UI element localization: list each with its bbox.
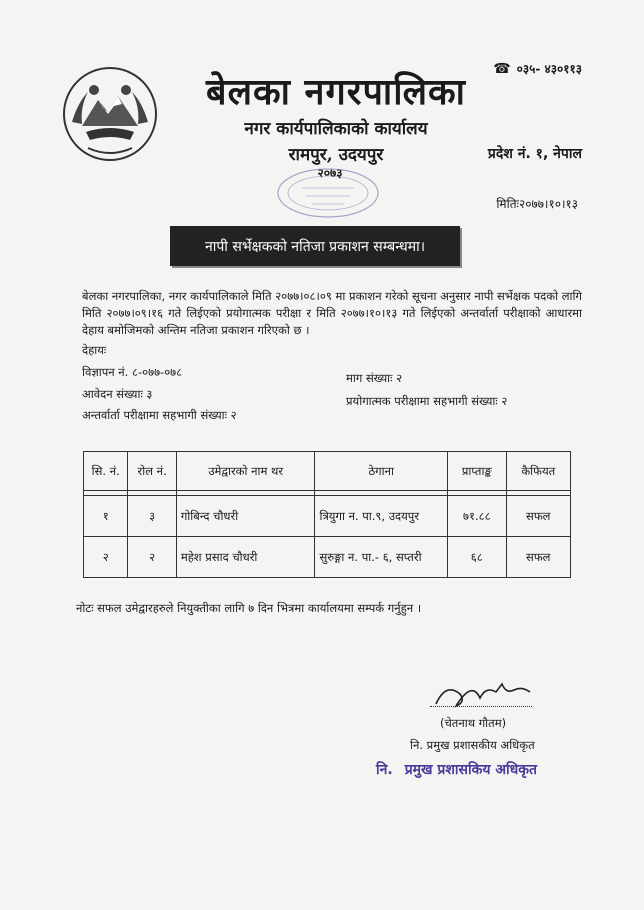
cell-name: गोबिन्द चौधरी xyxy=(176,496,315,537)
practical-participant-count: प्रयोगात्मक परीक्षामा सहभागी संख्याः २ xyxy=(346,394,508,408)
cell-serial: २ xyxy=(84,537,128,578)
cell-name: महेश प्रसाद चौधरी xyxy=(176,537,315,578)
officer-stamp-title: प्रमुख प्रशासकिय अधिकृत xyxy=(404,762,537,778)
advertisement-number: विज्ञापन नं. ८-०७७-०७८ xyxy=(82,365,183,379)
established-year: २०७३ xyxy=(317,166,343,180)
cell-remarks: सफल xyxy=(506,496,570,537)
cell-marks: ७१.८८ xyxy=(448,496,506,537)
cell-address: त्रियुगा न. पा.९, उदयपुर xyxy=(315,496,448,537)
cell-marks: ६८ xyxy=(448,537,506,578)
col-address: ठेगाना xyxy=(315,452,448,491)
province-label: प्रदेश नं. १, नेपाल xyxy=(487,146,582,162)
note-text: नोटः सफल उमेद्वारहरुले नियुक्तीका लागि ७ दिन भित्रमा कार्यालयमा सम्पर्क गर्नुहुन । xyxy=(76,601,422,615)
col-marks: प्राप्ताङ्क xyxy=(448,452,506,491)
office-address: रामपुर, उदयपुर xyxy=(288,145,384,165)
signer-title: नि. प्रमुख प्रशासकीय अधिकृत xyxy=(410,738,535,752)
subject-band: नापी सर्भेक्षकको नतिजा प्रकाशन सम्बन्धमा। xyxy=(170,226,460,266)
col-serial: सि. नं. xyxy=(84,452,128,491)
signer-name: (चेतनाथ गौतम) xyxy=(440,716,507,730)
table-header-row xyxy=(84,452,571,491)
cell-address: सुरुङ्गा न. पा.- ६, सप्तरी xyxy=(315,537,448,578)
cell-roll: २ xyxy=(128,537,176,578)
results-table xyxy=(83,451,571,578)
demand-count: माग संख्याः २ xyxy=(346,371,403,385)
cell-remarks: सफल xyxy=(506,537,570,578)
col-name: उमेद्वारको नाम थर xyxy=(176,452,315,491)
org-name: बेलका नगरपालिका xyxy=(206,71,466,113)
table-row xyxy=(84,496,571,537)
signature-line xyxy=(430,706,532,707)
col-remarks: कैफियत xyxy=(506,452,570,491)
office-name: नगर कार्यपालिकाको कार्यालय xyxy=(244,119,428,139)
phone-text: ०३५- ४३०११३ xyxy=(516,62,582,76)
application-count: आवेदन संख्याः ३ xyxy=(82,387,153,401)
body-paragraph: बेलका नगरपालिका, नगर कार्यपालिकाले मिति २०७७।०८।०९ मा प्रकाशन गरेको सूचना अनुसार नापी सर्भेक्षक पदको लागि मिति २०७७।०९।१६ गते लिईएको प्रयोगात्मक परीक्षा र मिति २०७७।१०।१३ गते लिईएको अन्तर्वार्ता परीक्षाको आधारमा देहाय बमोजिमको अन्तिम नतिजा प्रकाशन गरिएको छ । xyxy=(82,289,582,337)
officer-stamp xyxy=(376,760,537,779)
interview-participant-count: अन्तर्वार्ता परीक्षामा सहभागी संख्याः २ xyxy=(82,408,237,422)
officer-stamp-prefix: नि. xyxy=(376,762,393,778)
cell-serial: १ xyxy=(84,496,128,537)
cell-roll: ३ xyxy=(128,496,176,537)
telephone-icon: ☎ xyxy=(493,60,511,77)
dehaya-label: देहायः xyxy=(82,343,107,357)
letter-date: मितिः२०७७।१०।१३ xyxy=(496,197,578,211)
table-row xyxy=(84,537,571,578)
office-seal-icon xyxy=(272,166,384,220)
phone-number xyxy=(493,60,582,77)
col-roll: रोल नं. xyxy=(128,452,176,491)
